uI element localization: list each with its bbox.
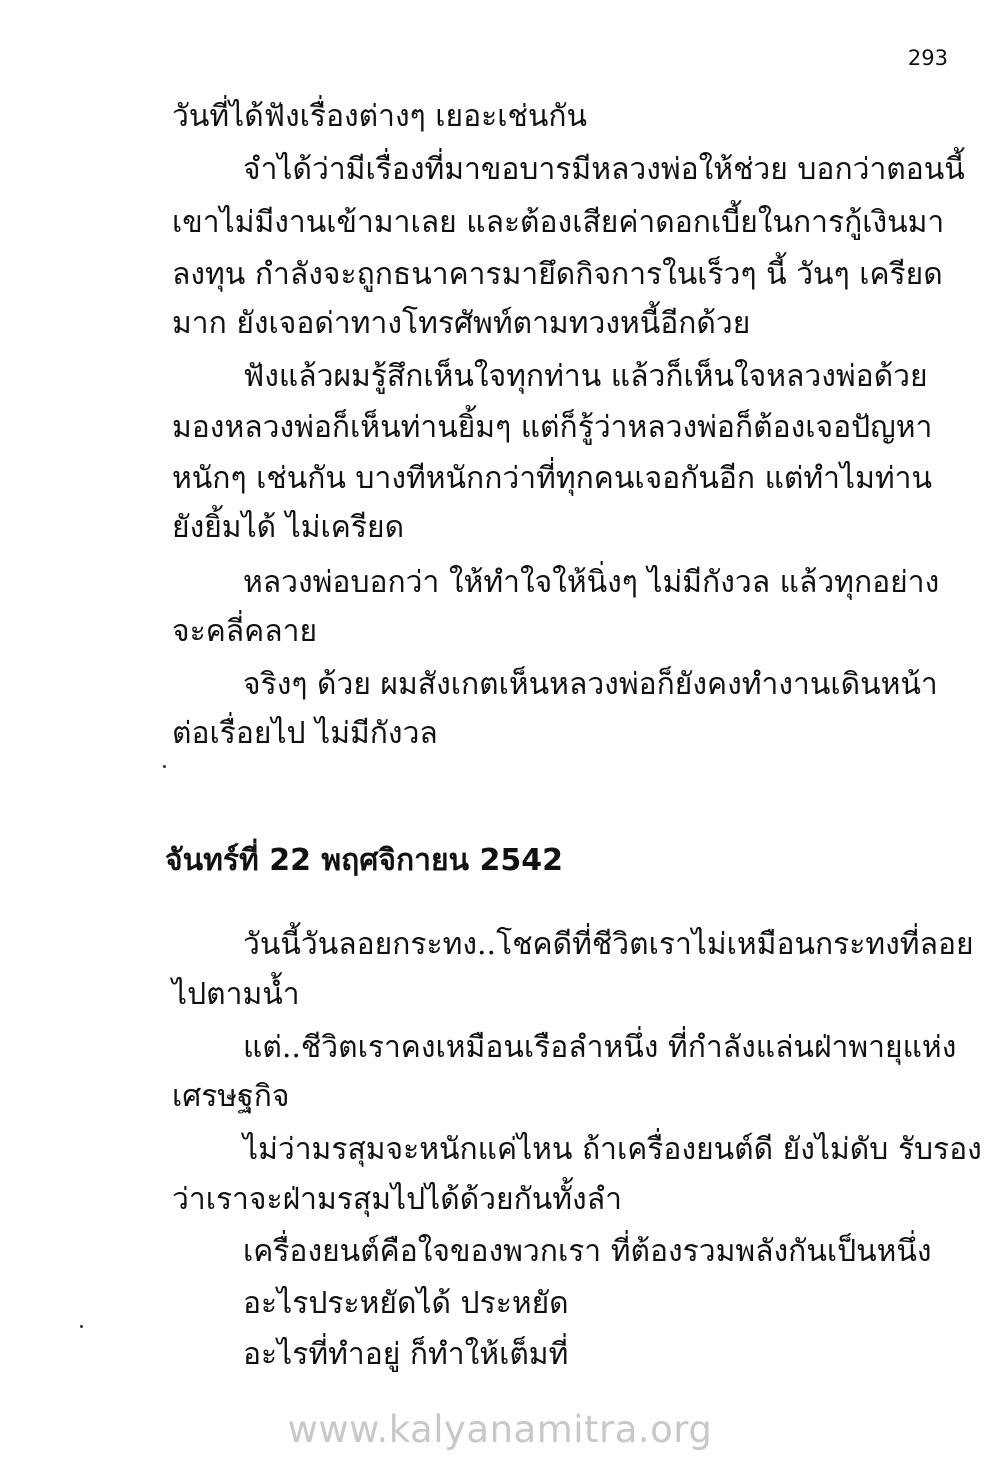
text-line: วันที่ได้ฟังเรื่องต่างๆ เยอะเช่นกัน [172, 99, 588, 134]
text-line: เครื่องยนต์คือใจของพวกเรา ที่ต้องรวมพลังกันเป็นหนึ่ง [243, 1234, 932, 1269]
text-line: เขาไม่มีงานเข้ามาเลย และต้องเสียค่าดอกเบี้ยในการกู้เงินมา [172, 205, 945, 240]
text-line: ไปตามน้ำ [172, 977, 300, 1012]
text-line: เศรษฐกิจ [172, 1079, 290, 1114]
text-line: อะไรที่ทำอยู่ ก็ทำให้เต็มที่ [243, 1337, 569, 1372]
text-line: จำได้ว่ามีเรื่องที่มาขอบารมีหลวงพ่อให้ช่วย บอกว่าตอนนี้ [243, 152, 965, 187]
scan-speck [80, 1325, 83, 1328]
page-number: 293 [907, 46, 948, 70]
text-line: ลงทุน กำลังจะถูกธนาคารมายึดกิจการในเร็วๆ นี้ วันๆ เครียด [172, 257, 943, 292]
text-line: ว่าเราจะฝ่ามรสุมไปได้ด้วยกันทั้งลำ [172, 1182, 622, 1217]
text-line: จริงๆ ด้วย ผมสังเกตเห็นหลวงพ่อก็ยังคงทำงานเดินหน้า [243, 667, 938, 702]
text-line: ยังยิ้มได้ ไม่เครียด [172, 510, 405, 545]
text-line: มาก ยังเจอด่าทางโทรศัพท์ตามทวงหนี้อีกด้วย [172, 306, 751, 341]
text-line: หลวงพ่อบอกว่า ให้ทำใจให้นิ่งๆ ไม่มีกังวล แล้วทุกอย่าง [243, 565, 940, 600]
text-line: อะไรประหยัดได้ ประหยัด [243, 1286, 569, 1321]
text-line: มองหลวงพ่อก็เห็นท่านยิ้มๆ แต่ก็รู้ว่าหลวงพ่อก็ต้องเจอปัญหา [172, 410, 933, 445]
text-line: ต่อเรื่อยไป ไม่มีกังวล [172, 716, 438, 751]
text-line: ฟังแล้วผมรู้สึกเห็นใจทุกท่าน แล้วก็เห็นใจหลวงพ่อด้วย [243, 359, 928, 394]
date-heading: จันทร์ที่ 22 พฤศจิกายน 2542 [165, 843, 563, 878]
text-line: วันนี้วันลอยกระทง..โชคดีที่ชีวิตเราไม่เหมือนกระทงที่ลอย [243, 927, 974, 962]
text-line: ไม่ว่ามรสุมจะหนักแค่ไหน ถ้าเครื่องยนต์ดี ยังไม่ดับ รับรอง [243, 1132, 982, 1167]
text-line: หนักๆ เช่นกัน บางทีหนักกว่าที่ทุกคนเจอกันอีก แต่ทำไมท่าน [172, 461, 933, 496]
watermark: www.kalyanamitra.org [287, 1408, 713, 1451]
text-line: แต่..ชีวิตเราคงเหมือนเรือลำหนึ่ง ที่กำลังแล่นฝ่าพายุแห่ง [243, 1030, 957, 1065]
scan-speck [163, 765, 166, 768]
text-line: จะคลี่คลาย [172, 614, 318, 649]
